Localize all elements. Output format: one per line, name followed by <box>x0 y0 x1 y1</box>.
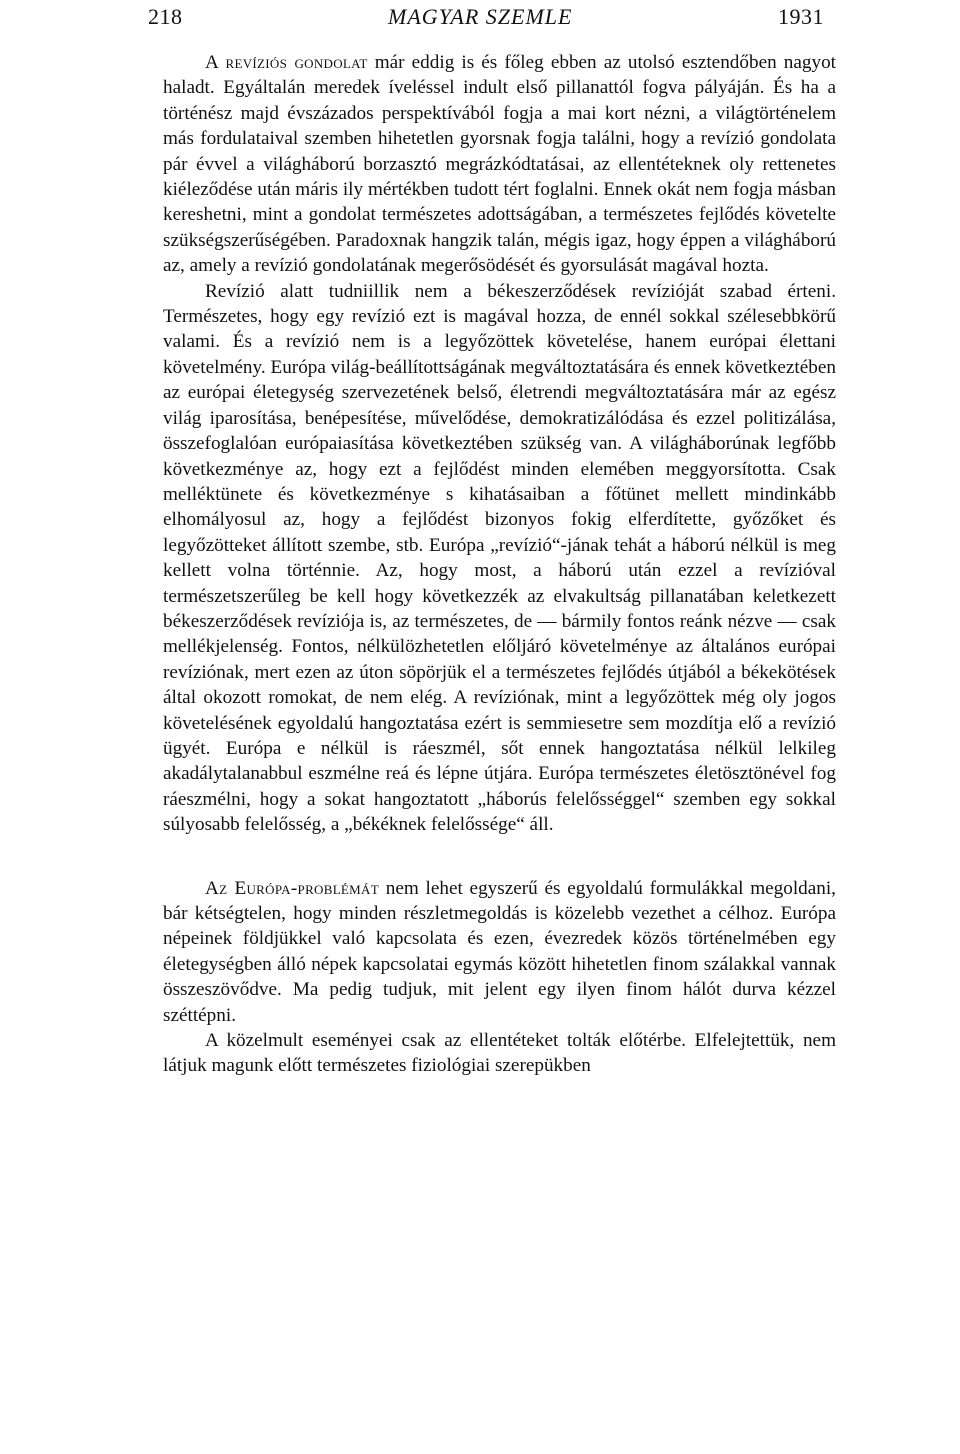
paragraph-revision-meaning <box>163 279 836 838</box>
running-header <box>148 4 824 38</box>
paragraph-revision-idea <box>163 50 836 279</box>
journal-title: MAGYAR SZEMLE <box>388 4 573 29</box>
page-number: 218 <box>148 4 183 29</box>
paragraph-text: Revízió alatt tudniillik nem a békeszerződések revízióját szabad érteni. Természetes, hogy egy revízió ezt is magával hozza, de ennél sokkal szélesebbkörű valami. És a revízió nem is a legyőzöttek követelése, hanem európai élettani követelmény. Európa világ-beállítottságának megváltoztatására és ennek következtében az európai életegység szervezetének belső, életrendi megváltoztatására már az egész világ iparosítása, benépesítése, művelődése, demokratizálódása és ezzel politizálása, összefoglalóan európaiasítása következtében szükség van. A világháborúnak legfőbb következménye az, hogy ezt a fejlődést minden elemében meggyorsította. Csak melléktünete és következménye s kihatásaiban a főtünet mellett mindinkább elhomályosul az, hogy a fejlődést bizonyos fokig elferdítette, győzőket és legyőzötteket állított szembe, stb. Európa „revízió“-jának tehát a háború nélkül is meg kellett volna történnie. Az, hogy most, a háború után ezzel a revízióval természetszerűleg be kell hogy következzék az elvakultság pillanatában keletkezett békeszerződések revíziója is, az természetes, de — bármily fontos reánk nézve — csak mellékjelenség. Fontos, nélkülözhetetlen előljáró követelménye az általános európai revíziónak, mert ezen az úton söpörjük el a természetes fejlődés útjából a békekötések által okozott romokat, de nem elég. A revíziónak, mint a legyőzöttek még oly jogos követelésének egyoldalú hangoztatása ezért is semmiesetre sem mozdítja elő a revízió ügyét. Európa e nélkül is ráeszmél, sőt ennek hangoztatása nélkül lelkileg akadálytalanabbul eszmélne reá és lépne útjára. Európa természetes életösztönével fog ráeszmélni, hogy a sokat hangoztatott „háborús felelősséggel“ szemben egy sokkal súlyosabb felelősség, a „békéknek felelőssége“ áll. <box>163 280 836 836</box>
paragraph-text: A közelmult eseményei csak az ellentéteket tolták előtérbe. Elfelejtettük, nem látjuk magunk előtt természetes fiziológiai szerepükben <box>163 1030 836 1077</box>
article-body <box>163 50 836 1079</box>
paragraph-recent-events <box>163 1028 836 1079</box>
paragraph-text: már eddig is és főleg ebben az utolsó esztendőben nagyot haladt. Egyáltalán meredek íveléssel indult első pillanattól fogva pályáján. És ha a történész majd évszázados perspektívából fogja a mai kort nézni, a világtörténelem más fordulataival szemben hihetetlen gyorsnak fogja találni, hogy a revízió gondolata pár évvel a világháború borzasztó megrázkódtatásai, az ellentéteknek oly rettenetes kiéleződése után máris ily mértékben tudott tért foglalni. Ennek okát nem fogja másban kereshetni, mint a gondolat természetes adottságában, a természetes fejlődés követelte szükségszerűségében. Paradoxnak hangzik talán, mégis igaz, hogy éppen a világháború az, amely a revízió gondolatának megerősödését és gyorsulását magával hozta. <box>163 52 836 277</box>
section-lead-words: A revíziós gondolat <box>205 52 368 73</box>
paragraph-europe-problem <box>163 876 836 1028</box>
paragraph-text: nem lehet egyszerű és egyoldalú formulákkal megoldani, bár kétségtelen, hogy minden részletmegoldás is közelebb vezethet a célhoz. Európa népeinek földjükkel való kapcsolata és ezen, évezredek közös történelmében egy életegységben álló népek kapcsolatai egymás között hihetetlen finom szálakkal vannak összeszövődve. Ma pedig tudjuk, mit jelent egy ilyen finom hálót durva kézzel széttépni. <box>163 877 836 1026</box>
publication-year: 1931 <box>778 4 824 29</box>
section-lead-words: Az Európa-problémát <box>205 877 379 899</box>
